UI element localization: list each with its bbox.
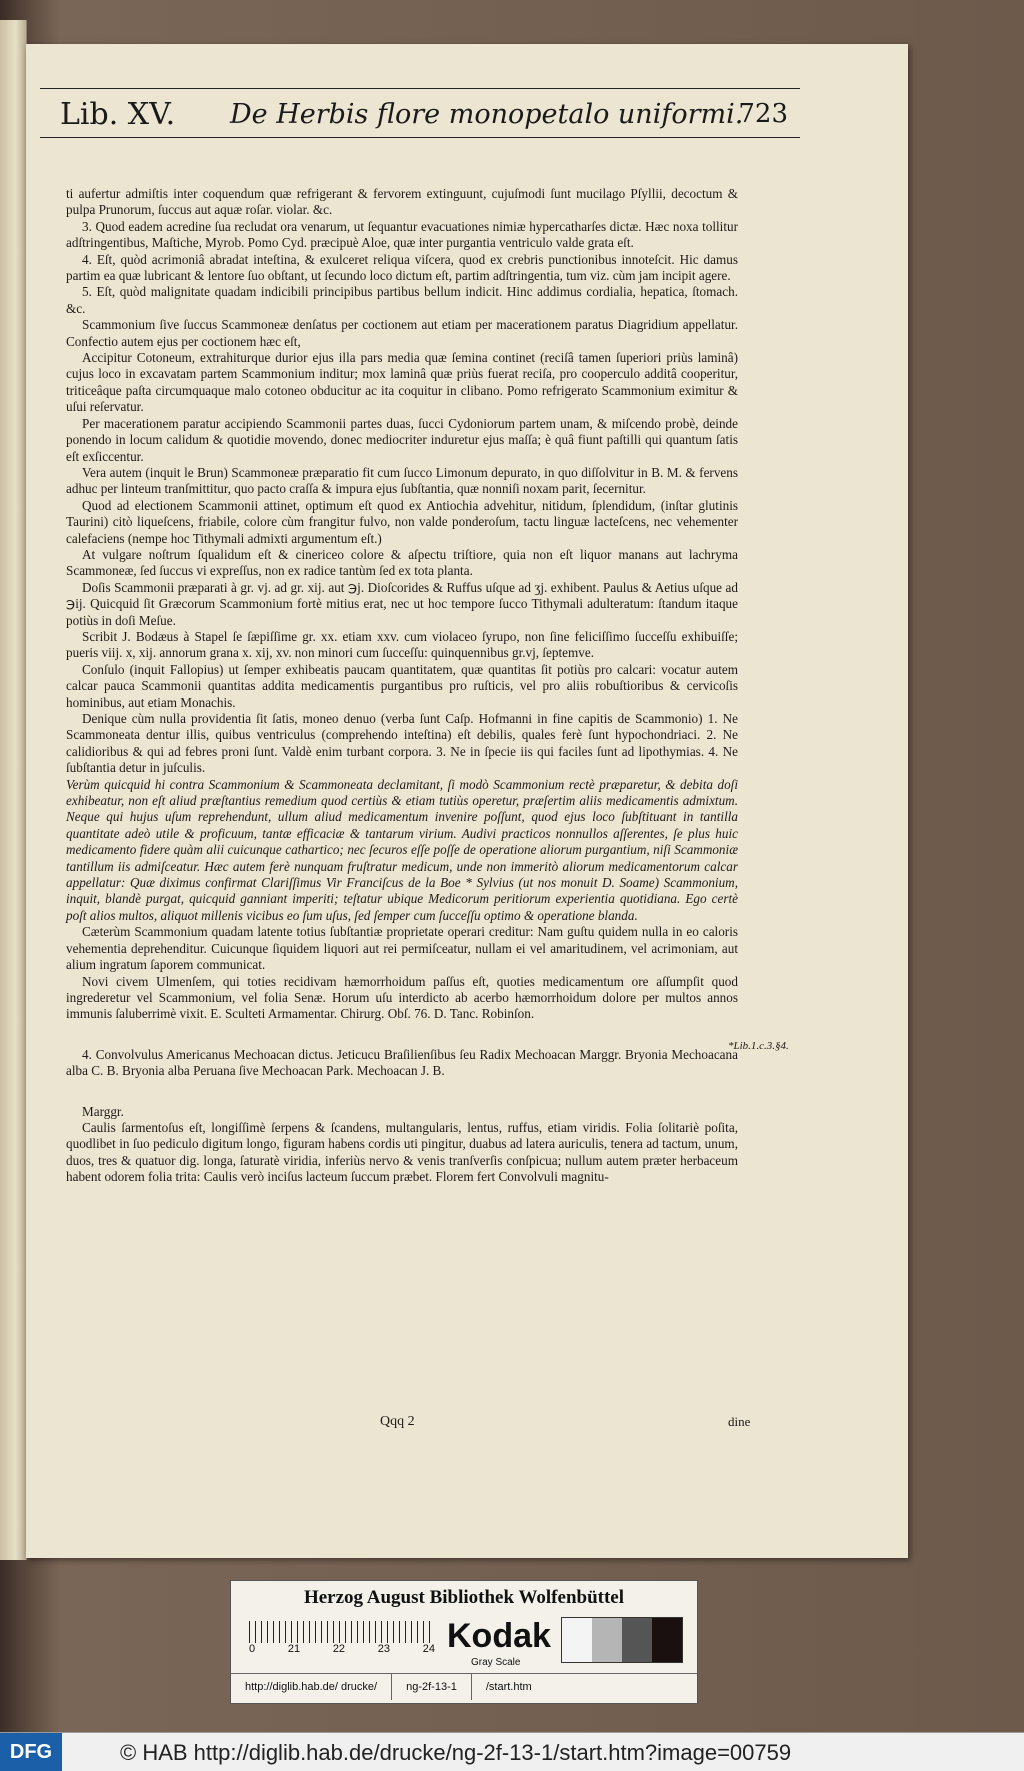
paragraph: Doſis Scammonii præparati à gr. vj. ad gr. xij. aut ℈j. Dioſcorides & Ruffus uſque ad ʒj. exhibent. Paulus & Aetius uſque ad ℈ij. Quicquid ſit Græcorum Scammonium fortè mitius erat, nec ut hoc tempore ſucco Tithymali adulteratum: ſtandum itaque potiùs in doſi Meſue. bbox=[66, 579, 738, 628]
target-url: http://diglib.hab.de/ drucke/ bbox=[245, 1681, 378, 1693]
ruler-ticks bbox=[249, 1621, 435, 1643]
running-head: De Herbis flore monopetalo uniformi. bbox=[230, 99, 744, 130]
paragraph: 3. Quod eadem acredine ſua recludat ora venarum, ut ſequantur evacuationes nimiæ hypercatharſes dictæ. Hæc noxa tollitur adſtringentibus, Maſtiche, Myrob. Pomo Cyd. præcipuè Aloe, quæ inter purgantia ventriculo valde grata eſt. bbox=[66, 218, 738, 251]
margin-note: *Lib.1.c.3.§4. bbox=[728, 1040, 789, 1052]
paragraph: Scammonium ſive ſuccus Scammoneæ denſatus per coctionem aut etiam per macerationem paratus Diagridium appellatur. Confectio autem ejus per coctionem hæc eſt, bbox=[66, 317, 738, 349]
previous-page-edge bbox=[0, 20, 27, 1560]
signature-mark: Qqq 2 bbox=[380, 1414, 415, 1429]
shelfmark: ng-2f-13-1 bbox=[406, 1681, 457, 1693]
copyright-link[interactable]: © HAB http://diglib.hab.de/drucke/ng-2f-13-1/start.htm?image=00759 bbox=[120, 1740, 792, 1765]
paragraph: Cæterùm Scammonium quadam latente totius ſubſtantiæ proprietate operari creditur: Nam guſtu quidem nulla in eo caloris vehementia deprehenditur. Cuicunque ſiquidem liquori aut rei permiſceatur, nullam ei vel amaritudinem, vel acrimoniam, aut alium ingratum ſaporem communicat. bbox=[66, 924, 738, 973]
ruler-number: 23 bbox=[377, 1643, 391, 1655]
paragraph: Per macerationem paratur accipiendo Scammonii partes duas, ſucci Cydoniorum partem unam, & miſcendo probè, deinde ponendo in locum calidum & quotidie movendo, donec mediocriter induretur ejus maſſa; è quâ fiunt paſtilli qui quantum ſatis eſt exſiccentur. bbox=[66, 415, 738, 464]
swatch-white bbox=[562, 1618, 592, 1662]
paragraph: Novi civem Ulmenſem, qui toties recidivam hæmorrhoidum paſſus eſt, quoties medicamentum ore aſſumpſit quod ingrederetur vel Scammonium, vel folia Senæ. Horum uſu interdicto ab acerbo hæmorrhoidum dolore per multos annos immunis ſaluberrimè vixit. E. Sculteti Armamentar. Chirurg. Obſ. 76. D. Tanc. Robinſon. bbox=[66, 973, 738, 1022]
gray-swatches bbox=[561, 1617, 683, 1663]
scale-ruler bbox=[249, 1621, 435, 1661]
paragraph: Conſulo (inquit Fallopius) ut ſemper exhibeatis paucam quantitatem, quæ quantitas ſit potiùs pro calcari: vocatur autem calcar pauca Scammonii quantitas addita medicamentis purgantibus pro ruſticis, vel pro aliis robuſtioribus & cervicoſis hominibus, aut etiam Monachis. bbox=[66, 661, 738, 710]
swatch-dark bbox=[622, 1618, 652, 1662]
paragraph-gap bbox=[66, 1023, 738, 1047]
ruler-number: 21 bbox=[287, 1643, 301, 1655]
paragraph: Verùm quicquid hi contra Scammonium & Scammoneata declamitant, ſi modò Scammonium rectè præparetur, & debita doſi exhibeatur, non eſt aliud præſtantius remedium quod certiùs & etiam tutiùs operetur, præſertim aliis medicamentis admixtum. Neque qui hujus uſum reprehendunt, ullum aliud medicamentum invenire poſſunt, quod ejus loco ſubſtituant in tantilla quantitate adeò utile & proficuum, tantæ efficaciæ & tantarum virium. Audivi practicos nonnullos aſſerentes, ſe plus huic medicamento fidere quàm alii cuicunque cathartico; nec ſecuros eſſe poſſe de operatione aliorum purgantium, niſi Scammoniæ tantillum iis admiſceatur. Hæc autem ferè nunquam fruſtratur medicum, unde non immeritò aliorum medicamentorum calcar appellatur: Quæ diximus confirmat Clariſſimus Vir Franciſcus de la Boe * Sylvius (ut nos monuit D. Soame) Scammonium, inquit, blandè purgat, quicquid ganniant imperiti; teſtatur ubique Medicorum peritiorum experientia quotidiana. Ego certè poſt alios multos, aliquot millenis vicibus eo ſum uſus, ſed ſemper cum ſucceſſu optimo & operatione blanda. bbox=[66, 776, 738, 923]
paragraph: 5. Eſt, quòd malignitate quadam indicibili principibus partibus bellum indicit. Hinc addimus cordialia, hepatica, ſtomach. &c. bbox=[66, 284, 738, 316]
paragraph: ti aufertur admiſtis inter coquendum quæ refrigerant & fervorem extinguunt, cujuſmodi ſunt mucilago Pſyllii, decoctum & pulpa Prunorum, ſuccus aut aquæ roſar. violar. &c. bbox=[66, 186, 738, 218]
paragraph: 4. Convolvulus Americanus Mechoacan dictus. Jeticucu Braſilienſibus ſeu Radix Mechoacan Marggr. Bryonia Mechoacana alba C. B. Bryonia alba Peruana ſive Mechoacan Park. Mechoacan J. B. bbox=[66, 1046, 738, 1079]
ruler-number: 24 bbox=[422, 1643, 435, 1655]
paragraph: Accipitur Cotoneum, extrahiturque durior ejus illa pars media quæ ſemina continet (reciſâ tamen ſuperiori priùs laminâ) cujus loco in excavatam partem Scammonium inditur; mox laminâ quæ priùs fuerat reciſa, pro cooperculo additâ cooperitur, triticeâque paſta circumquaque malo cotoneo obducitur ac ita coquitur in clibano. Pomo refrigerato Scammonium eximitur & uſui reſervatur. bbox=[66, 350, 738, 415]
body-text bbox=[66, 186, 738, 1186]
ruler-numbers bbox=[249, 1643, 435, 1655]
kodak-logo: Kodak bbox=[447, 1617, 551, 1655]
paragraph: 4. Eſt, quòd acrimoniâ abradat inteſtina, & exulceret reliqua viſcera, quod ex crebris punctionibus innoteſcit. Hic damus partim ea quæ lubricant & lentore ſuo obſtant, ut ſecundo loco dictum eſt, partim adſtringentia, tum viz. cùm jam incipit agere. bbox=[66, 251, 738, 284]
start-path: /start.htm bbox=[485, 1681, 532, 1693]
library-name: Herzog August Bibliothek Wolfenbüttel bbox=[303, 1587, 625, 1608]
gray-scale-label: Gray Scale bbox=[471, 1657, 521, 1668]
viewer-footer bbox=[0, 1732, 1024, 1771]
paragraph: Vera autem (inquit le Brun) Scammoneæ præparatio fit cum ſucco Limonum depurato, in quo diſſolvitur in B. M. & fervens adhuc per linteum tranſmittitur, quo pacto craſſa & impura ejus ſubſtantia, quæ nonniſi noxam parit, ſecernitur. bbox=[66, 464, 738, 497]
running-header bbox=[40, 88, 800, 138]
page-number: 723 bbox=[738, 99, 788, 129]
ruler-number: 0 bbox=[249, 1643, 256, 1655]
paragraph-gap bbox=[66, 1080, 738, 1104]
swatch-black bbox=[652, 1618, 682, 1662]
swatch-light bbox=[592, 1618, 622, 1662]
paragraph: Marggr. bbox=[82, 1103, 124, 1119]
catchword: dine bbox=[728, 1414, 751, 1429]
dfg-logo[interactable]: DFG bbox=[0, 1733, 62, 1771]
color-target-card bbox=[230, 1580, 698, 1704]
paragraph: Scribit J. Bodæus à Stapel ſe ſæpiſſime gr. xx. etiam xxv. cum violaceo ſyrupo, non ſine feliciſſimo ſucceſſu exhibuiſſe; pueris viij. x, xij. annorum grana x. xij, xv. non minori cum ſucceſſu: quinquennibus gr.vj, ſeptemve. bbox=[66, 628, 738, 661]
paragraph: Quod ad electionem Scammonii attinet, optimum eſt quod ex Antiochia advehitur, nitidum, ſplendidum, (inſtar glutinis Taurini) citò liqueſcens, friabile, colore cùm frangitur fulvo, non valde ponderoſum, tactu linguæ lacteſcens, nec vehementer calefaciens (nempe hoc Tithymali admixti argumentum eſt.) bbox=[66, 497, 738, 546]
ruler-number: 22 bbox=[332, 1643, 346, 1655]
paragraph: Caulis ſarmentoſus eſt, longiſſimè ſerpens & ſcandens, multangularis, lentus, ruffus, etiam viridis. Folia ſolitariè poſita, quodlibet in ſuo pediculo digitum longo, figuram habens cordis uti pingitur, duabus ad latera auriculis, tenera ad tactum, unum, duos, tres & quatuor dig. longa, ſaturatè viridia, inferiùs nervo & venis tranſverſis conſpicua; nullum autem præter herbaceum habent odorem folia trita: Caulis verò inciſus lacteum ſuccum præbet. Florem fert Convolvuli magnitu- bbox=[66, 1119, 738, 1185]
target-url-row bbox=[231, 1673, 697, 1700]
paragraph: Denique cùm nulla providentia ſit ſatis, moneo denuo (verba ſunt Caſp. Hofmanni in fine capitis de Scammonio) 1. Ne Scammoneata dentur illis, quibus ventriculus (comprehendo inteſtina) eſt debilis, quales ferè ſunt hypochondriaci. 2. Ne calidioribus & qui ad febres proni ſunt. Valdè enim turbant corpora. 3. Ne in ſpecie iis qui faciles ſunt ad lipothymias. 4. Ne ſubſtantia detur in juſculis. bbox=[66, 711, 738, 776]
book-number: Lib. XV. bbox=[60, 97, 176, 132]
paragraph: At vulgare noſtrum ſqualidum eſt & cinericeo colore & aſpectu triſtiore, quia non eſt liquor manans aut lachryma Scammoneæ, ſed ſuccus vi expreſſus, non ex radice tantùm ſed ex tota planta. bbox=[66, 546, 738, 579]
